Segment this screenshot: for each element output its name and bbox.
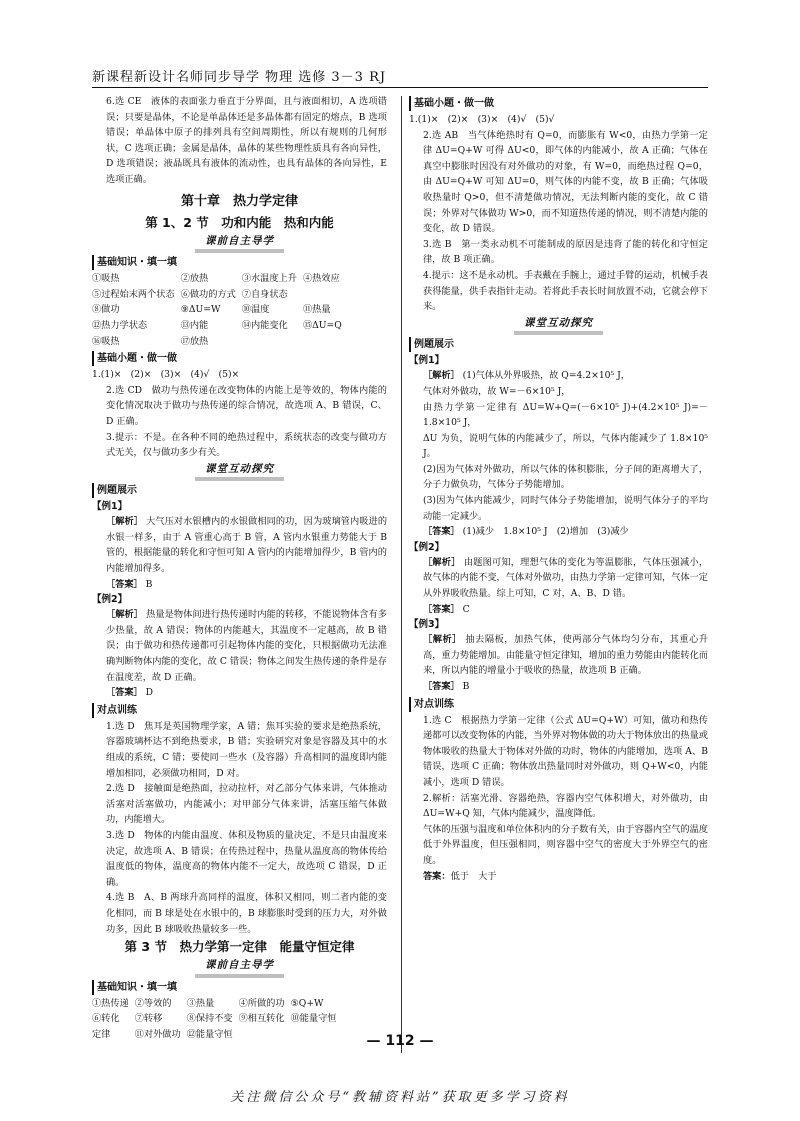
right-q1: 1.(1)× (2)× (3)× (4)√ (5)√	[409, 114, 555, 125]
left-column	[92, 94, 387, 1043]
blank-item	[303, 287, 342, 303]
training-2-3-answer	[409, 869, 708, 885]
analysis-tag: ［解析］	[423, 370, 460, 382]
banner-pre-class-3-text: 课前自主导学	[195, 958, 284, 978]
blank-item: ⑦转移	[134, 1013, 163, 1025]
blank-item: ②放热	[180, 273, 209, 285]
blank-item: ⑯吸热	[92, 335, 120, 347]
example-1-analysis-3	[409, 368, 708, 384]
right-q4: 4.提示：这不是永动机。手表戴在手腕上，通过手臂的运动，机械手表获得能量，供手表指针走动。若将此手表长时间放置不动，它就会停下来。	[423, 269, 708, 313]
analysis-line: (1)气体从外界吸热，故 Q=4.2×10⁵ J，	[462, 370, 630, 382]
basic-small-heading: 基础小题・做一做	[92, 351, 387, 366]
answer-tag: ［答案］	[423, 603, 460, 615]
example-1-answer	[92, 577, 387, 593]
blank-item: ⑤Q+W	[290, 997, 324, 1009]
basic-fill-heading: 基础知识・填一填	[92, 255, 387, 270]
answer-text: B	[145, 578, 153, 590]
basic-fill-heading-3: 基础知识・填一填	[92, 980, 387, 995]
banner-pre-class-text: 课前自主导学	[195, 234, 284, 254]
example-2-analysis-3	[409, 555, 708, 602]
banner-pre-class-3	[92, 958, 387, 978]
training-3: 3.选 D 物体的内能由温度、体积及物质的量决定，不是只由温度来决定，故选项 A、B 错误；在传热过程中，热量从温度高的物体传给温度低的物体，温度高的物体内能不一定大，故选项 C 错误，D 正确。	[106, 829, 387, 888]
banner-in-class	[92, 462, 387, 482]
analysis-line: (3)因为气体内能减少，同时气体分子势能增加，说明气体分子的平均动能一定减少。	[423, 495, 708, 522]
header-rule	[92, 87, 708, 88]
example-1-label: 【例1】	[92, 501, 128, 513]
blank-item: ①热传递	[92, 997, 129, 1009]
example-2-label-3: 【例2】	[409, 541, 445, 553]
left-q1: 1.(1)× (2)× (3)× (4)√ (5)×	[92, 369, 240, 381]
example-3-analysis-3	[409, 632, 708, 679]
blank-item: 定律	[92, 1028, 111, 1040]
chapter-title: 第十章 热力学定律	[180, 193, 298, 209]
banner-in-class-3-text: 课堂互动探究	[514, 316, 603, 336]
page-number: — 112 —	[366, 1033, 434, 1049]
answer-text: C	[462, 603, 470, 615]
analysis-line: 由热力学第一定律有 ΔU=W+Q=(－6×10⁵ J)+(4.2×10⁵ J)=－1.8×10⁵ J，	[423, 401, 708, 429]
footer-watermark-note: 关注微信公众号“教辅资料站”获取更多学习资料	[230, 1090, 570, 1105]
answer-tag: ［答案］	[106, 578, 143, 590]
blank-item: ⑫热力学状态	[92, 319, 148, 331]
left-q3: 3.提示：不是。在各种不同的绝热过程中，系统状态的改变与做功方式无关，仅与做功多少有关。	[106, 431, 387, 459]
blank-item: ⑧做功	[92, 304, 120, 316]
banner-pre-class	[92, 234, 387, 254]
blank-item: ⑨相互转化	[238, 1013, 285, 1025]
training-1-3: 1.选 C 根据热力学第一定律（公式 ΔU=Q+W）可知，做功和热传递都可以改变物体的内能，当外界对物体做的功大于物体放出的热量或物体吸收的热量大于物体对外做的功时，物体的内能增加，选项 A、B 错误，选项 C 正确；物体放出热量同时对外做功，则 Q+W<0，内能减小，选项 D 错误。	[423, 714, 708, 788]
running-header: 新课程新设计名师同步导学 物理 选修 3－3 RJ	[92, 70, 387, 85]
blank-item: ③热量	[186, 997, 215, 1009]
section-title-1-2: 第 1、2 节 功和内能 热和内能	[145, 214, 334, 230]
example-2-answer-3	[409, 602, 708, 618]
example-3-label-3: 【例3】	[409, 619, 445, 631]
blank-item: ④所做的功	[238, 997, 285, 1009]
blank-item: ⑤过程始末两个状态	[92, 288, 175, 300]
analysis-tag: ［解析］	[423, 556, 461, 568]
answer-tag: 答案：	[423, 870, 451, 882]
training-2-3a: 2.解析：活塞光滑、容器绝热，容器内空气体积增大，对外做功，由 ΔU=W+Q 知，气体内能减少，温度降低。	[423, 792, 708, 820]
section-title-3: 第 3 节 热力学第一定律 能量守恒定律	[124, 939, 355, 955]
answer-text: (1)减少 1.8×10⁵ J (2)增加 (3)减少	[462, 526, 629, 538]
analysis-tag: ［解析］	[106, 609, 144, 621]
analysis-tag: ［解析］	[106, 516, 144, 528]
banner-in-class-text: 课堂互动探究	[195, 462, 284, 482]
blank-item: ④热效应	[302, 273, 340, 285]
analysis-text: 热量是物体间进行热传递时内能的转移，不能说物体含有多少热量，故 A 错误；物体的内能越大，其温度不一定越高，故 B 错误；由于做功和热传递都可引起物体内能的变化，只根据做功无法准确判断物体内能的变化，故 C 错误；物体之间发生热传递的条件是存在温度差，故 D 正确。	[106, 609, 388, 683]
example-heading: 例题展示	[92, 483, 387, 498]
blank-item: ⑪热量	[302, 304, 331, 316]
analysis-line: ΔU 为负，说明气体的内能减少了，所以，气体内能减少了 1.8×10⁵ J。	[423, 432, 708, 460]
answer-text: 低于 大于	[450, 870, 497, 882]
example-2-analysis	[92, 607, 387, 685]
basic-small-heading-3: 基础小题・做一做	[409, 96, 708, 111]
right-q3: 3.选 B 第一类永动机不可能制成的原因是违背了能的转化和守恒定律，故 B 项正确。	[423, 238, 708, 266]
analysis-tag: ［解析］	[423, 634, 462, 646]
blank-item: ③水温度上升	[241, 273, 297, 285]
example-2-label: 【例2】	[92, 594, 128, 606]
left-top-answer: 6.选 CE 液体的表面张力垂直于分界面，且与液面相切，A 选项错误；只要是晶体，不论是单晶体还是多晶体都有固定的熔点，B 选项错误；单晶体中原子的排列具有空间周期性，所以有规则的几何形状，C 选项正确；金属是晶体，晶体的某些物理性质具有各向异性，D 选项错误；液晶既具有液体的流动性，也具有晶体的各向异性，E 选项正确。	[106, 96, 387, 185]
blank-item: ⑮ΔU=Q	[302, 319, 342, 331]
blank-item: ⑥做功的方式	[180, 288, 236, 300]
blank-item: ⑰放热	[180, 335, 209, 347]
blank-item: ⑩能量守恒	[290, 1013, 337, 1025]
example-heading-3: 例题展示	[409, 337, 708, 352]
blank-item: ⑪对外做功	[134, 1028, 181, 1040]
analysis-line: (2)因为气体对外做功，所以气体的体积膨胀，分子间的距离增大了，分子力做负功，气体分子势能增加。	[423, 463, 708, 491]
blank-item: ⑫能量守恒	[186, 1028, 233, 1040]
analysis-text: 由题图可知，理想气体的变化为等温膨胀，气体压强减小，故气体的内能不变，气体对外做功，由热力学第一定律可知，气体一定从外界吸收热量。综上可知，C 对，A、B、D 错。	[423, 556, 709, 600]
banner-in-class-3	[409, 316, 708, 336]
answer-tag: ［答案］	[423, 526, 460, 538]
training-heading-3: 对点训练	[409, 697, 708, 712]
blank-item: ⑦自身状态	[241, 288, 288, 300]
answer-tag: ［答案］	[106, 687, 143, 699]
fill-blanks-1-2	[92, 271, 387, 349]
example-3-answer-3	[409, 679, 708, 695]
answer-text: D	[145, 687, 154, 699]
blank-item: ⑬内能	[180, 319, 209, 331]
answer-text: B	[462, 681, 470, 692]
left-q2: 2.选 CD 做功与热传递在改变物体的内能上是等效的，物体内能的变化情况取决于做功与热传递的综合情况，故选项 A、B 错误，C、D 正确。	[106, 384, 387, 427]
example-1-label-3: 【例1】	[409, 355, 445, 367]
blank-item: ①吸热	[92, 273, 120, 285]
blank-item: ⑩温度	[241, 304, 270, 316]
blank-item: ⑨ΔU=W	[180, 304, 221, 316]
training-heading: 对点训练	[92, 703, 387, 718]
blank-item: ⑭内能变化	[241, 319, 288, 331]
training-1: 1.选 D 焦耳是英国物理学家，A 错；焦耳实验的要求是绝热系统，容器玻璃杯达不到绝热要求，B 错；实验研究对象是容器及其中的水组成的系统，C 错；要使同一些水（及容器）升高相同的温度即内能增加相同，必须做功相同，D 对。	[106, 720, 387, 779]
example-2-answer	[92, 685, 387, 701]
analysis-text: 抽去隔板，加热气体，使两部分气体均匀分布，其重心升高，重力势能增加。由能量守恒定律知，增加的重力势能由内能转化而来，所以内能的增量小于吸收的热量，故选项 B 正确。	[423, 634, 709, 677]
blank-item: ②等效的	[134, 997, 172, 1009]
training-2: 2.选 D 接触面是绝热面，拉动拉杆，对乙部分气体来讲，气体推动活塞对活塞做功，内能减小；对甲部分气体来讲，活塞压缩气体做功，内能增大。	[106, 783, 387, 826]
example-1-analysis	[92, 514, 387, 576]
analysis-line: 气体对外做功，故 W=－6×10⁵ J，	[423, 385, 571, 397]
blank-item: ⑧保持不变	[186, 1013, 233, 1025]
example-1-answer-3	[409, 524, 708, 540]
training-4: 4.选 B A、B 两球升高同样的温度，体积又相同，则二者内能的变化相同，而 B 球是处在水银中的，B 球膨胀时受到的压力大，对外做功多，因此 B 球吸收热量较多一些。	[106, 892, 387, 935]
answer-tag: ［答案］	[423, 681, 460, 692]
right-q2: 2.选 AB 当气体绝热时有 Q=0，而膨胀有 W<0，由热力学第一定律 ΔU=Q+W 可得 ΔU<0，即气体的内能减小，故 A 正确；气体在真空中膨胀时因没有对外做功的对象，有 W=0，而绝热过程 Q=0，由 ΔU=Q+W 可知 ΔU=0，则气体的内能不变，故 B 正确；气体吸收热量时 Q>0，但不清楚做功情况，无法判断内能的变化，故 C 错误；外界对气体做功 W>0，而不知道热传递的情况，则不清楚内能的变化，故 D 错误。	[423, 129, 708, 235]
blank-item: ⑥转化	[92, 1013, 120, 1025]
right-column	[409, 94, 708, 884]
training-2-3b: 气体的压强与温度和单位体积内的分子数有关，由于容器内空气的温度低于外界温度，但压强相同，则容器中空气的密度大于外界空气的密度。	[423, 823, 708, 866]
column-divider	[401, 96, 402, 1053]
analysis-text: 大气压对水银槽内的水银做相同的功，因为玻璃管内吸进的水银一样多，由于 A 管重心高于 B 管，A 管内水银重力势能大于 B 管的，根据能量的转化和守恒可知 A 管内的内能增加得少，B 管内的内能增加得多。	[106, 516, 388, 575]
